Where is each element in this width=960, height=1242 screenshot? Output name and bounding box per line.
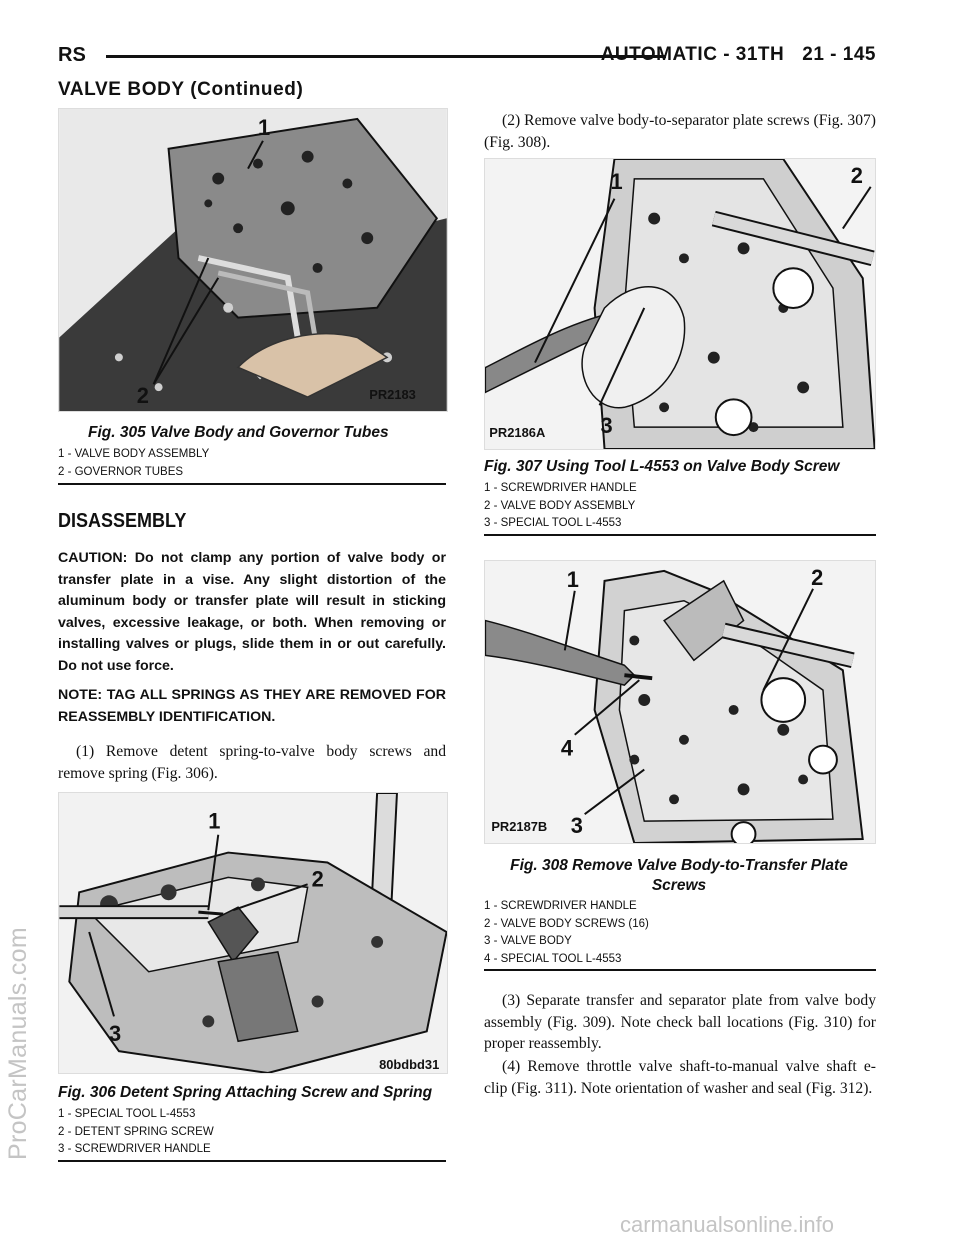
fig308-caption-line: Screws xyxy=(651,877,707,894)
step-3-paragraph xyxy=(484,990,876,1055)
section-title-disassembly: DISASSEMBLY xyxy=(58,510,187,532)
step-2-text: (2) Remove valve body-to-separator plate screws (Fig. 307) (Fig. 308). xyxy=(484,112,876,151)
fig306-legend xyxy=(58,1106,214,1159)
fig305-part-number: PR2183 xyxy=(369,387,416,403)
fig308-drawing xyxy=(485,561,875,843)
fig305-rule xyxy=(58,483,446,485)
note-paragraph: NOTE: TAG ALL SPRINGS AS THEY ARE REMOVED FOR REASSEMBLY IDENTIFICATION. xyxy=(58,687,446,725)
fig308-legend-item: 1 - SCREWDRIVER HANDLE xyxy=(484,900,637,912)
fig305-legend xyxy=(58,446,209,481)
fig307-legend-item: 1 - SCREWDRIVER HANDLE xyxy=(484,482,637,494)
fig308-callout-4: 4 xyxy=(560,735,573,761)
caution-paragraph: CAUTION: Do not clamp any portion of valve body or transfer plate in a vise. Any slight distortion of the aluminum body or transfer plate will result in sticking valves, excessive leakage, or both. When removing or installing valves or plugs, slide them in or out carefully. Do not use force. xyxy=(58,550,446,674)
header-section-title: AUTOMATIC - 31TH xyxy=(600,44,785,65)
fig307-drawing xyxy=(485,159,875,449)
fig306-illustration xyxy=(58,792,448,1074)
fig308-callout-3: 3 xyxy=(570,813,583,839)
fig308-part-number: PR2187B xyxy=(491,819,548,835)
fig306-rule xyxy=(58,1160,446,1162)
fig307-legend-item: 2 - VALVE BODY ASSEMBLY xyxy=(484,499,636,512)
fig306-legend-item: 1 - SPECIAL TOOL L-4553 xyxy=(58,1108,196,1120)
page-header xyxy=(58,44,876,72)
fig308-rule xyxy=(484,969,876,971)
fig307-callout-1: 1 xyxy=(610,168,623,194)
fig307-legend xyxy=(484,480,637,533)
header-rule xyxy=(106,55,666,58)
fig305-callout-1: 1 xyxy=(257,114,271,140)
fig306-drawing xyxy=(59,793,447,1073)
fig307-caption: Fig. 307 Using Tool L-4553 on Valve Body Screw xyxy=(484,458,840,475)
fig308-illustration xyxy=(484,560,876,844)
header-code: RS xyxy=(58,44,86,66)
fig307-illustration xyxy=(484,158,876,450)
fig307-legend-item: 3 - SPECIAL TOOL L-4553 xyxy=(484,517,622,529)
header-right xyxy=(601,44,876,66)
fig306-part-number: 80bdbd31 xyxy=(379,1057,440,1073)
step-4-paragraph xyxy=(484,1056,876,1099)
fig306-callout-3: 3 xyxy=(109,1021,122,1047)
watermark-carmanualsonline: carmanualsonline.info xyxy=(620,1212,835,1237)
fig305-legend-item: 1 - VALVE BODY ASSEMBLY xyxy=(58,448,210,460)
fig308-legend-item: 4 - SPECIAL TOOL L-4553 xyxy=(484,952,622,965)
fig308-caption-line: Fig. 308 Remove Valve Body-to-Transfer Plate xyxy=(510,857,848,874)
fig305-caption: Fig. 305 Valve Body and Governor Tubes xyxy=(88,424,389,441)
fig306-caption: Fig. 306 Detent Spring Attaching Screw and Spring xyxy=(58,1084,433,1101)
step-2-paragraph xyxy=(484,110,876,153)
header-page-number: 21 - 145 xyxy=(802,44,876,65)
fig305-illustration xyxy=(58,108,448,412)
fig308-legend xyxy=(484,898,649,968)
fig308-legend-item: 3 - VALVE BODY xyxy=(484,935,572,947)
watermark-procarmanuals: ProCarManuals.com xyxy=(4,927,32,1160)
fig308-callout-1: 1 xyxy=(566,566,579,592)
fig305-callout-2: 2 xyxy=(136,383,149,409)
fig308-callout-2: 2 xyxy=(811,564,824,590)
step-1-paragraph xyxy=(58,741,446,784)
fig307-rule xyxy=(484,534,876,536)
fig308-caption xyxy=(508,856,850,896)
fig306-callout-1: 1 xyxy=(208,808,221,834)
fig305-drawing xyxy=(59,109,447,411)
fig306-legend-item: 3 - SCREWDRIVER HANDLE xyxy=(58,1143,211,1155)
step-1-text: (1) Remove detent spring-to-valve body screws and remove spring (Fig. 306). xyxy=(58,743,446,782)
step-4-text: (4) Remove throttle valve shaft-to-manual valve shaft e-clip (Fig. 311). Note orientation of washer and seal (Fig. 312). xyxy=(484,1058,876,1097)
fig308-legend-item: 2 - VALVE BODY SCREWS (16) xyxy=(484,917,649,930)
fig307-part-number: PR2186A xyxy=(489,425,546,441)
fig306-legend-item: 2 - DETENT SPRING SCREW xyxy=(58,1125,214,1138)
continued-heading: VALVE BODY (Continued) xyxy=(58,79,304,100)
fig307-callout-2: 2 xyxy=(850,162,863,188)
fig306-callout-2: 2 xyxy=(311,866,324,892)
fig307-callout-3: 3 xyxy=(600,413,613,439)
step-3-text: (3) Separate transfer and separator plate from valve body assembly (Fig. 309). Note check ball locations (Fig. 310) for proper reassembly. xyxy=(484,992,876,1052)
fig305-legend-item: 2 - GOVERNOR TUBES xyxy=(58,465,184,478)
